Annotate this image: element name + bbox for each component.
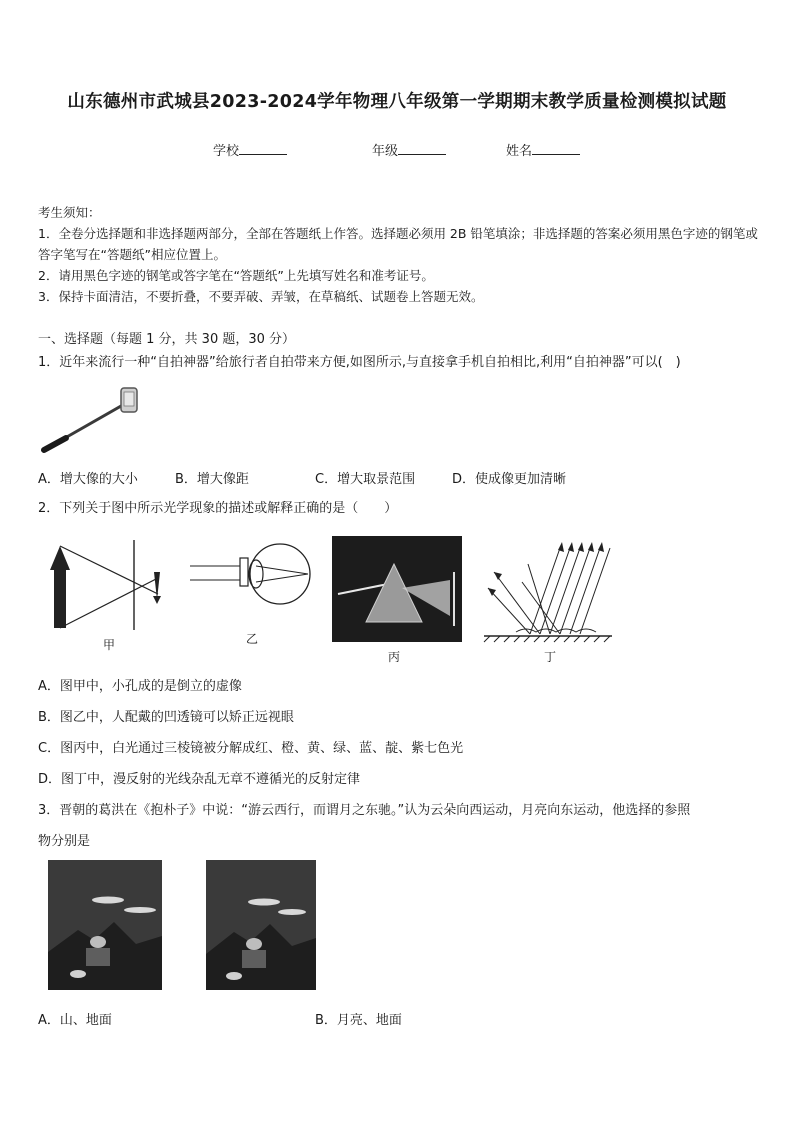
prism-photo [332, 536, 462, 642]
q2-option-d[interactable]: D．图丁中，漫反射的光线杂乱无章不遵循光的反射定律 [38, 772, 361, 787]
q2-option-a[interactable]: A．图甲中，小孔成的是倒立的虚像 [38, 679, 242, 694]
notice-item-3: 3．保持卡面清洁，不要折叠，不要弄破、弄皱，在草稿纸、试题卷上答题无效。 [38, 289, 484, 304]
notice-item-2: 2．请用黑色字迹的钢笔或答字笔在“答题纸”上先填写姓名和准考证号。 [38, 268, 434, 283]
figure-label-ding: 丁 [544, 650, 557, 664]
moon-cloud-illustration-a [48, 860, 162, 990]
figure-label-jia: 甲 [103, 638, 116, 652]
q3-option-a[interactable]: A．山、地面 [38, 1013, 112, 1028]
pinhole-figure [40, 538, 170, 650]
school-field[interactable] [213, 140, 287, 159]
q1-option-a[interactable]: A．增大像的大小 [38, 472, 138, 487]
school-blank[interactable] [239, 143, 287, 155]
q2-option-c[interactable]: C．图丙中，白光通过三棱镜被分解成红、橙、黄、绿、蓝、靛、紫七色光 [38, 741, 464, 756]
notice-heading: 考生须知： [38, 205, 101, 220]
q1-option-d[interactable]: D．使成像更加清晰 [452, 472, 567, 487]
figure-label-yi: 乙 [246, 632, 259, 646]
school-label: 学校 [213, 144, 240, 159]
question-3-stem-line1: 3．晋朝的葛洪在《抱朴子》中说：“游云西行，而谓月之东驰。”认为云朵向西运动，月亮向东运动，他选择的参照 [38, 803, 691, 818]
name-label: 姓名 [506, 144, 533, 159]
name-blank[interactable] [532, 143, 580, 155]
notice-item-1: 1．全卷分选择题和非选择题两部分，全部在答题纸上作答。选择题必须用 2B 铅笔填涂；非选择题的答案必须用黑色字迹的钢笔或答字笔写在“答题纸”相应位置上。 [38, 226, 758, 262]
figure-label-bing: 丙 [388, 650, 401, 664]
eye-lens-figure [188, 542, 318, 626]
q1-option-c[interactable]: C．增大取景范围 [315, 472, 416, 487]
grade-blank[interactable] [398, 143, 446, 155]
grade-label: 年级 [372, 144, 399, 159]
q3-option-b[interactable]: B．月亮、地面 [315, 1013, 402, 1028]
selfie-stick-figure [38, 382, 144, 456]
name-field[interactable] [506, 140, 580, 159]
diffuse-reflection-figure [482, 542, 616, 646]
question-3-stem-line2: 物分别是 [38, 834, 91, 849]
q1-option-b[interactable]: B．增大像距 [175, 472, 249, 487]
section-title: 一、选择题（每题 1 分，共 30 题，30 分） [38, 332, 296, 347]
question-2-stem: 2．下列关于图中所示光学现象的描述或解释正确的是（ ） [38, 501, 398, 516]
grade-field[interactable] [372, 140, 446, 159]
question-1-stem: 1．近年来流行一种“自拍神器”给旅行者自拍带来方便,如图所示,与直接拿手机自拍相比,利用“自拍神器”可以( ) [38, 355, 681, 370]
q2-option-b[interactable]: B．图乙中，人配戴的凹透镜可以矫正远视眼 [38, 710, 294, 725]
page-title: 山东德州市武城县2023-2024学年物理八年级第一学期期末教学质量检测模拟试题 [67, 92, 727, 112]
moon-cloud-illustration-b [206, 860, 316, 990]
